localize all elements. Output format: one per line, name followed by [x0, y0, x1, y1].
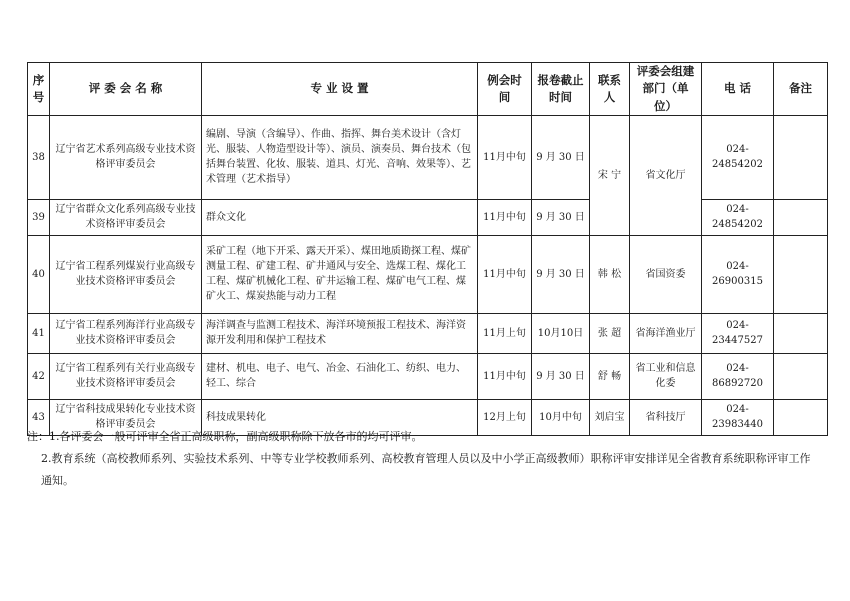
cell-contact: 张 超 [590, 313, 630, 353]
cell-department: 省国资委 [630, 235, 702, 313]
cell-phone: 024-23983440 [702, 399, 774, 435]
cell-deadline: 9 月 30 日 [532, 235, 590, 313]
header-meeting: 例会时间 [478, 63, 532, 116]
header-specialty: 专 业 设 置 [202, 63, 478, 116]
cell-deadline: 10月10日 [532, 313, 590, 353]
cell-index: 39 [28, 199, 50, 235]
cell-specialty: 海洋调查与监测工程技术、海洋环境预报工程技术、海洋资源开发利用和保护工程技术 [202, 313, 478, 353]
header-phone: 电 话 [702, 63, 774, 116]
cell-index: 43 [28, 399, 50, 435]
footnotes [27, 426, 817, 492]
cell-contact: 宋 宁 [590, 115, 630, 235]
cell-phone: 024-86892720 [702, 353, 774, 399]
note-2: 2.教育系统（高校教师系列、实验技术系列、中等专业学校教师系列、高校教育管理人员以及中小学正高级教师）职称评审安排详见全省教育系统职称评审工作通知。 [41, 452, 811, 487]
table-row [28, 115, 828, 199]
cell-department: 省科技厅 [630, 399, 702, 435]
cell-deadline: 9 月 30 日 [532, 115, 590, 199]
cell-remark [774, 199, 828, 235]
cell-remark [774, 313, 828, 353]
header-committee: 评 委 会 名 称 [50, 63, 202, 116]
cell-deadline: 9 月 30 日 [532, 199, 590, 235]
cell-phone: 024-23447527 [702, 313, 774, 353]
cell-meeting: 11月中旬 [478, 353, 532, 399]
header-deadline: 报卷截止时间 [532, 63, 590, 116]
cell-specialty: 编剧、导演（含编导）、作曲、指挥、舞台美术设计（含灯光、服装、人物造型设计等）、演员、演奏员、舞台技术（包括舞台装置、化妆、服装、道具、灯光、音响、效果等）、艺术管理（艺术指导） [202, 115, 478, 199]
cell-contact: 韩 松 [590, 235, 630, 313]
header-index: 序号 [28, 63, 50, 116]
cell-contact: 刘启宝 [590, 399, 630, 435]
note-1: 注：1.各评委会一般可评审全省正高级职称，副高级职称除下放各市的均可评审。 [27, 430, 423, 443]
cell-specialty: 群众文化 [202, 199, 478, 235]
cell-meeting: 11月中旬 [478, 115, 532, 199]
cell-department: 省文化厅 [630, 115, 702, 235]
cell-committee: 辽宁省工程系列海洋行业高级专业技术资格评审委员会 [50, 313, 202, 353]
cell-committee: 辽宁省工程系列煤炭行业高级专业技术资格评审委员会 [50, 235, 202, 313]
cell-index: 41 [28, 313, 50, 353]
cell-department: 省海洋渔业厅 [630, 313, 702, 353]
evaluation-committee-table [27, 62, 828, 436]
cell-index: 38 [28, 115, 50, 199]
header-remark: 备注 [774, 63, 828, 116]
header-contact: 联系人 [590, 63, 630, 116]
cell-committee: 辽宁省艺术系列高级专业技术资格评审委员会 [50, 115, 202, 199]
table-header-row [28, 63, 828, 116]
cell-remark [774, 235, 828, 313]
cell-committee: 辽宁省工程系列有关行业高级专业技术资格评审委员会 [50, 353, 202, 399]
cell-committee: 辽宁省科技成果转化专业技术资格评审委员会 [50, 399, 202, 435]
cell-phone: 024-26900315 [702, 235, 774, 313]
cell-phone: 024-24854202 [702, 199, 774, 235]
table-row [28, 313, 828, 353]
cell-index: 40 [28, 235, 50, 313]
cell-deadline: 10月中旬 [532, 399, 590, 435]
cell-contact: 舒 畅 [590, 353, 630, 399]
table-row [28, 199, 828, 235]
cell-deadline: 9 月 30 日 [532, 353, 590, 399]
cell-specialty: 采矿工程（地下开采、露天开采）、煤田地质勘探工程、煤矿测量工程、矿建工程、矿井通风与安全、选煤工程、煤化工工程、煤矿机械化工程、矿井运输工程、煤矿电气工程、煤矿火工、煤炭热能与动力工程 [202, 235, 478, 313]
table-row [28, 235, 828, 313]
cell-meeting: 11月上旬 [478, 313, 532, 353]
cell-phone: 024-24854202 [702, 115, 774, 199]
header-department: 评委会组建部门（单位） [630, 63, 702, 116]
cell-meeting: 11月中旬 [478, 199, 532, 235]
cell-remark [774, 115, 828, 199]
cell-committee: 辽宁省群众文化系列高级专业技术资格评审委员会 [50, 199, 202, 235]
cell-meeting: 12月上旬 [478, 399, 532, 435]
cell-specialty: 科技成果转化 [202, 399, 478, 435]
cell-department: 省工业和信息化委 [630, 353, 702, 399]
table-row [28, 353, 828, 399]
cell-specialty: 建材、机电、电子、电气、冶金、石油化工、纺织、电力、轻工、综合 [202, 353, 478, 399]
cell-meeting: 11月中旬 [478, 235, 532, 313]
cell-index: 42 [28, 353, 50, 399]
cell-remark [774, 353, 828, 399]
